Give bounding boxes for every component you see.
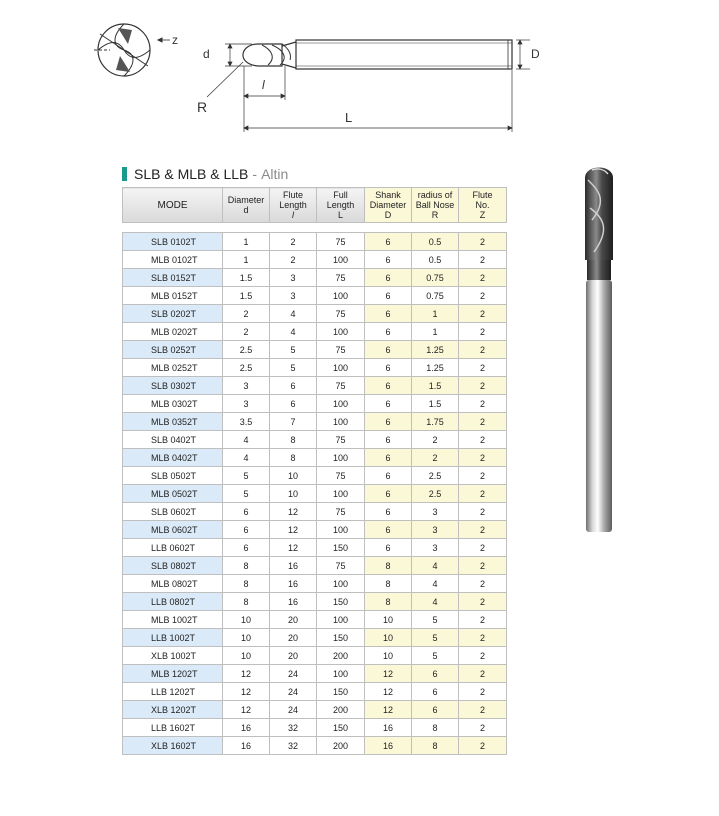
ball-radius-cell: 1.5 xyxy=(412,395,459,413)
table-row xyxy=(123,287,507,305)
diameter-cell: 5 xyxy=(223,485,270,503)
flute-no-cell: 2 xyxy=(459,647,507,665)
shank-diameter-cell: 6 xyxy=(365,269,412,287)
ball-radius-cell: 3 xyxy=(412,539,459,557)
table-row xyxy=(123,719,507,737)
flute-length-cell: 24 xyxy=(270,701,317,719)
shank-diameter-cell: 6 xyxy=(365,539,412,557)
mode-cell: SLB 0302T xyxy=(123,377,223,395)
table-row xyxy=(123,251,507,269)
table-spacer xyxy=(123,223,507,233)
table-row xyxy=(123,269,507,287)
mode-cell: XLB 1202T xyxy=(123,701,223,719)
full-length-cell: 150 xyxy=(317,539,365,557)
flute-length-cell: 20 xyxy=(270,647,317,665)
full-length-cell: 150 xyxy=(317,719,365,737)
ball-radius-cell: 4 xyxy=(412,557,459,575)
ball-radius-cell: 0.5 xyxy=(412,233,459,251)
table-row xyxy=(123,341,507,359)
header-ball-radius: radius of Ball Nose R xyxy=(412,188,459,223)
table-row xyxy=(123,683,507,701)
mode-cell: MLB 0102T xyxy=(123,251,223,269)
flute-no-cell: 2 xyxy=(459,305,507,323)
flute-no-cell: 2 xyxy=(459,593,507,611)
ball-radius-cell: 6 xyxy=(412,701,459,719)
diameter-cell: 8 xyxy=(223,557,270,575)
flute-length-cell: 12 xyxy=(270,503,317,521)
shank-diameter-cell: 16 xyxy=(365,737,412,755)
full-length-cell: 100 xyxy=(317,521,365,539)
shank-diameter-cell: 10 xyxy=(365,647,412,665)
ball-radius-cell: 2 xyxy=(412,449,459,467)
ball-radius-cell: 0.75 xyxy=(412,287,459,305)
table-row xyxy=(123,323,507,341)
ball-radius-cell: 6 xyxy=(412,683,459,701)
flute-length-cell: 5 xyxy=(270,359,317,377)
diameter-cell: 6 xyxy=(223,521,270,539)
flute-no-cell: 2 xyxy=(459,233,507,251)
flute-no-cell: 2 xyxy=(459,485,507,503)
shank-diameter-cell: 6 xyxy=(365,467,412,485)
flute-no-cell: 2 xyxy=(459,449,507,467)
mode-cell: SLB 0202T xyxy=(123,305,223,323)
diameter-cell: 2.5 xyxy=(223,341,270,359)
full-length-cell: 75 xyxy=(317,431,365,449)
D-label: D xyxy=(531,47,540,61)
shank-diameter-cell: 6 xyxy=(365,305,412,323)
shank-diameter-cell: 6 xyxy=(365,485,412,503)
ball-radius-cell: 0.75 xyxy=(412,269,459,287)
shank-diameter-cell: 8 xyxy=(365,557,412,575)
mode-cell: SLB 0802T xyxy=(123,557,223,575)
coating-label: Altin xyxy=(261,166,289,182)
full-length-cell: 75 xyxy=(317,305,365,323)
ball-radius-cell: 6 xyxy=(412,665,459,683)
flute-length-cell: 2 xyxy=(270,251,317,269)
flute-no-cell: 2 xyxy=(459,431,507,449)
table-row xyxy=(123,557,507,575)
flute-no-cell: 2 xyxy=(459,539,507,557)
shank-diameter-cell: 12 xyxy=(365,701,412,719)
diameter-cell: 2 xyxy=(223,323,270,341)
diameter-cell: 12 xyxy=(223,665,270,683)
ball-radius-cell: 1 xyxy=(412,323,459,341)
shank-diameter-cell: 6 xyxy=(365,341,412,359)
flute-no-cell: 2 xyxy=(459,413,507,431)
diameter-cell: 2.5 xyxy=(223,359,270,377)
flute-no-cell: 2 xyxy=(459,269,507,287)
mode-cell: LLB 1202T xyxy=(123,683,223,701)
title-separator: - xyxy=(252,166,258,182)
diameter-cell: 10 xyxy=(223,611,270,629)
table-row xyxy=(123,611,507,629)
section-title xyxy=(122,165,288,183)
full-length-cell: 150 xyxy=(317,683,365,701)
flute-no-cell: 2 xyxy=(459,467,507,485)
flute-length-cell: 10 xyxy=(270,485,317,503)
ball-radius-cell: 1.5 xyxy=(412,377,459,395)
flute-no-cell: 2 xyxy=(459,737,507,755)
full-length-cell: 200 xyxy=(317,701,365,719)
ball-radius-cell: 1.25 xyxy=(412,359,459,377)
table-row xyxy=(123,593,507,611)
flute-no-cell: 2 xyxy=(459,359,507,377)
diameter-cell: 16 xyxy=(223,719,270,737)
d-label: d xyxy=(203,47,210,61)
flute-length-cell: 3 xyxy=(270,287,317,305)
mode-cell: MLB 0152T xyxy=(123,287,223,305)
z-arrow-icon xyxy=(158,38,170,42)
flute-no-cell: 2 xyxy=(459,701,507,719)
ball-radius-cell: 1.25 xyxy=(412,341,459,359)
shank-diameter-cell: 6 xyxy=(365,359,412,377)
flute-length-cell: 7 xyxy=(270,413,317,431)
header-shank-diameter: Shank Diameter D xyxy=(365,188,412,223)
ball-radius-cell: 2.5 xyxy=(412,467,459,485)
flute-no-cell: 2 xyxy=(459,287,507,305)
z-label: z xyxy=(172,33,178,47)
flute-length-cell: 4 xyxy=(270,305,317,323)
full-length-cell: 100 xyxy=(317,485,365,503)
mode-cell: MLB 0352T xyxy=(123,413,223,431)
full-length-cell: 75 xyxy=(317,377,365,395)
mode-cell: SLB 0102T xyxy=(123,233,223,251)
flute-length-cell: 5 xyxy=(270,341,317,359)
full-length-cell: 100 xyxy=(317,359,365,377)
flute-no-cell: 2 xyxy=(459,719,507,737)
ball-radius-cell: 5 xyxy=(412,647,459,665)
ball-radius-cell: 5 xyxy=(412,611,459,629)
mode-cell: SLB 0402T xyxy=(123,431,223,449)
flute-length-cell: 8 xyxy=(270,449,317,467)
diameter-cell: 10 xyxy=(223,629,270,647)
end-mill-drawing xyxy=(0,0,719,150)
mode-cell: LLB 1602T xyxy=(123,719,223,737)
table-row xyxy=(123,413,507,431)
flute-no-cell: 2 xyxy=(459,521,507,539)
table-row xyxy=(123,737,507,755)
diameter-cell: 16 xyxy=(223,737,270,755)
shank-diameter-cell: 6 xyxy=(365,431,412,449)
diameter-cell: 10 xyxy=(223,647,270,665)
table-row xyxy=(123,431,507,449)
flute-length-cell: 8 xyxy=(270,431,317,449)
flute-no-cell: 2 xyxy=(459,341,507,359)
ball-radius-cell: 4 xyxy=(412,593,459,611)
full-length-cell: 200 xyxy=(317,647,365,665)
flute-no-cell: 2 xyxy=(459,611,507,629)
diameter-cell: 4 xyxy=(223,431,270,449)
diameter-cell: 1 xyxy=(223,233,270,251)
full-length-cell: 75 xyxy=(317,557,365,575)
mode-cell: SLB 0502T xyxy=(123,467,223,485)
shank-diameter-cell: 16 xyxy=(365,719,412,737)
table-header-row xyxy=(123,188,507,223)
table-row xyxy=(123,539,507,557)
flute-no-cell: 2 xyxy=(459,251,507,269)
diameter-cell: 1.5 xyxy=(223,269,270,287)
full-length-cell: 100 xyxy=(317,665,365,683)
full-length-cell: 75 xyxy=(317,467,365,485)
table-row xyxy=(123,377,507,395)
flute-length-cell: 2 xyxy=(270,233,317,251)
full-length-cell: 100 xyxy=(317,251,365,269)
table-row xyxy=(123,629,507,647)
header-flute-length: Flute Length l xyxy=(270,188,317,223)
flute-no-cell: 2 xyxy=(459,575,507,593)
table-row xyxy=(123,485,507,503)
diameter-cell: 2 xyxy=(223,305,270,323)
flute-length-cell: 24 xyxy=(270,665,317,683)
diameter-cell: 12 xyxy=(223,701,270,719)
table-row xyxy=(123,575,507,593)
table-row xyxy=(123,449,507,467)
ball-radius-cell: 4 xyxy=(412,575,459,593)
header-flute-no: Flute No. Z xyxy=(459,188,507,223)
flute-length-cell: 20 xyxy=(270,611,317,629)
flute-length-cell: 16 xyxy=(270,557,317,575)
table-row xyxy=(123,503,507,521)
shank-diameter-cell: 12 xyxy=(365,665,412,683)
flute-length-cell: 32 xyxy=(270,719,317,737)
table-row xyxy=(123,359,507,377)
mode-cell: MLB 0602T xyxy=(123,521,223,539)
diameter-cell: 3 xyxy=(223,395,270,413)
flute-no-cell: 2 xyxy=(459,323,507,341)
table-row xyxy=(123,665,507,683)
table-row xyxy=(123,305,507,323)
mode-cell: MLB 1002T xyxy=(123,611,223,629)
end-view-icon xyxy=(94,24,150,76)
flute-length-cell: 20 xyxy=(270,629,317,647)
diameter-cell: 4 xyxy=(223,449,270,467)
shank-diameter-cell: 6 xyxy=(365,521,412,539)
mode-cell: LLB 0602T xyxy=(123,539,223,557)
full-length-cell: 150 xyxy=(317,593,365,611)
flute-no-cell: 2 xyxy=(459,665,507,683)
flute-length-cell: 4 xyxy=(270,323,317,341)
mode-cell: MLB 0802T xyxy=(123,575,223,593)
full-length-cell: 200 xyxy=(317,737,365,755)
diameter-cell: 1 xyxy=(223,251,270,269)
shank-diameter-cell: 6 xyxy=(365,449,412,467)
shank-diameter-cell: 10 xyxy=(365,629,412,647)
flute-length-cell: 16 xyxy=(270,593,317,611)
flute-length-cell: 12 xyxy=(270,539,317,557)
l-label: l xyxy=(262,78,265,92)
table-row xyxy=(123,521,507,539)
shank-diameter-cell: 6 xyxy=(365,251,412,269)
series-title: SLB & MLB & LLB xyxy=(134,166,249,182)
shank-diameter-cell: 8 xyxy=(365,593,412,611)
diameter-cell: 3 xyxy=(223,377,270,395)
R-label: R xyxy=(197,99,208,115)
diameter-cell: 3.5 xyxy=(223,413,270,431)
ball-radius-cell: 1.75 xyxy=(412,413,459,431)
shank-diameter-cell: 8 xyxy=(365,575,412,593)
table-row xyxy=(123,701,507,719)
flute-no-cell: 2 xyxy=(459,683,507,701)
flute-length-cell: 32 xyxy=(270,737,317,755)
shank-diameter-cell: 6 xyxy=(365,503,412,521)
mode-cell: XLB 1002T xyxy=(123,647,223,665)
full-length-cell: 75 xyxy=(317,503,365,521)
full-length-cell: 100 xyxy=(317,323,365,341)
mode-cell: MLB 1202T xyxy=(123,665,223,683)
mode-cell: MLB 0302T xyxy=(123,395,223,413)
end-mill-photo xyxy=(578,160,618,540)
diameter-cell: 1.5 xyxy=(223,287,270,305)
full-length-cell: 100 xyxy=(317,575,365,593)
shank-diameter-cell: 10 xyxy=(365,611,412,629)
full-length-cell: 100 xyxy=(317,413,365,431)
table-row xyxy=(123,395,507,413)
header-full-length: Full Length L xyxy=(317,188,365,223)
flute-length-cell: 3 xyxy=(270,269,317,287)
full-length-cell: 100 xyxy=(317,449,365,467)
full-length-cell: 75 xyxy=(317,233,365,251)
mode-cell: MLB 0402T xyxy=(123,449,223,467)
flute-length-cell: 24 xyxy=(270,683,317,701)
shank-diameter-cell: 6 xyxy=(365,287,412,305)
shank-diameter-cell: 6 xyxy=(365,395,412,413)
flute-no-cell: 2 xyxy=(459,629,507,647)
header-diameter: Diameter d xyxy=(223,188,270,223)
ball-radius-cell: 1 xyxy=(412,305,459,323)
diameter-cell: 6 xyxy=(223,503,270,521)
flute-no-cell: 2 xyxy=(459,377,507,395)
mode-cell: MLB 0202T xyxy=(123,323,223,341)
flute-length-cell: 12 xyxy=(270,521,317,539)
mode-cell: LLB 0802T xyxy=(123,593,223,611)
diameter-cell: 5 xyxy=(223,467,270,485)
mode-cell: SLB 0152T xyxy=(123,269,223,287)
diameter-cell: 8 xyxy=(223,593,270,611)
L-label: L xyxy=(345,110,353,125)
ball-radius-cell: 0.5 xyxy=(412,251,459,269)
mode-cell: MLB 0502T xyxy=(123,485,223,503)
full-length-cell: 100 xyxy=(317,611,365,629)
ball-radius-cell: 8 xyxy=(412,737,459,755)
shank-diameter-cell: 6 xyxy=(365,233,412,251)
flute-no-cell: 2 xyxy=(459,503,507,521)
full-length-cell: 75 xyxy=(317,269,365,287)
mode-cell: SLB 0602T xyxy=(123,503,223,521)
mode-cell: SLB 0252T xyxy=(123,341,223,359)
mode-cell: LLB 1002T xyxy=(123,629,223,647)
shank-diameter-cell: 6 xyxy=(365,323,412,341)
side-view xyxy=(243,40,512,69)
ball-radius-cell: 2.5 xyxy=(412,485,459,503)
ball-radius-cell: 3 xyxy=(412,503,459,521)
ball-radius-cell: 3 xyxy=(412,521,459,539)
spec-table xyxy=(122,187,507,755)
ball-radius-cell: 8 xyxy=(412,719,459,737)
flute-length-cell: 6 xyxy=(270,395,317,413)
mode-cell: XLB 1602T xyxy=(123,737,223,755)
full-length-cell: 100 xyxy=(317,395,365,413)
mode-cell: MLB 0252T xyxy=(123,359,223,377)
ball-radius-cell: 2 xyxy=(412,431,459,449)
full-length-cell: 150 xyxy=(317,629,365,647)
table-row xyxy=(123,467,507,485)
ball-radius-cell: 5 xyxy=(412,629,459,647)
flute-no-cell: 2 xyxy=(459,557,507,575)
flute-length-cell: 16 xyxy=(270,575,317,593)
table-row xyxy=(123,233,507,251)
full-length-cell: 100 xyxy=(317,287,365,305)
flute-length-cell: 6 xyxy=(270,377,317,395)
diameter-cell: 8 xyxy=(223,575,270,593)
diameter-cell: 12 xyxy=(223,683,270,701)
title-marker xyxy=(122,167,127,181)
shank-diameter-cell: 6 xyxy=(365,377,412,395)
flute-length-cell: 10 xyxy=(270,467,317,485)
flute-no-cell: 2 xyxy=(459,395,507,413)
full-length-cell: 75 xyxy=(317,341,365,359)
table-row xyxy=(123,647,507,665)
header-mode: MODE xyxy=(123,188,223,223)
shank-diameter-cell: 12 xyxy=(365,683,412,701)
shank-diameter-cell: 6 xyxy=(365,413,412,431)
diameter-cell: 6 xyxy=(223,539,270,557)
